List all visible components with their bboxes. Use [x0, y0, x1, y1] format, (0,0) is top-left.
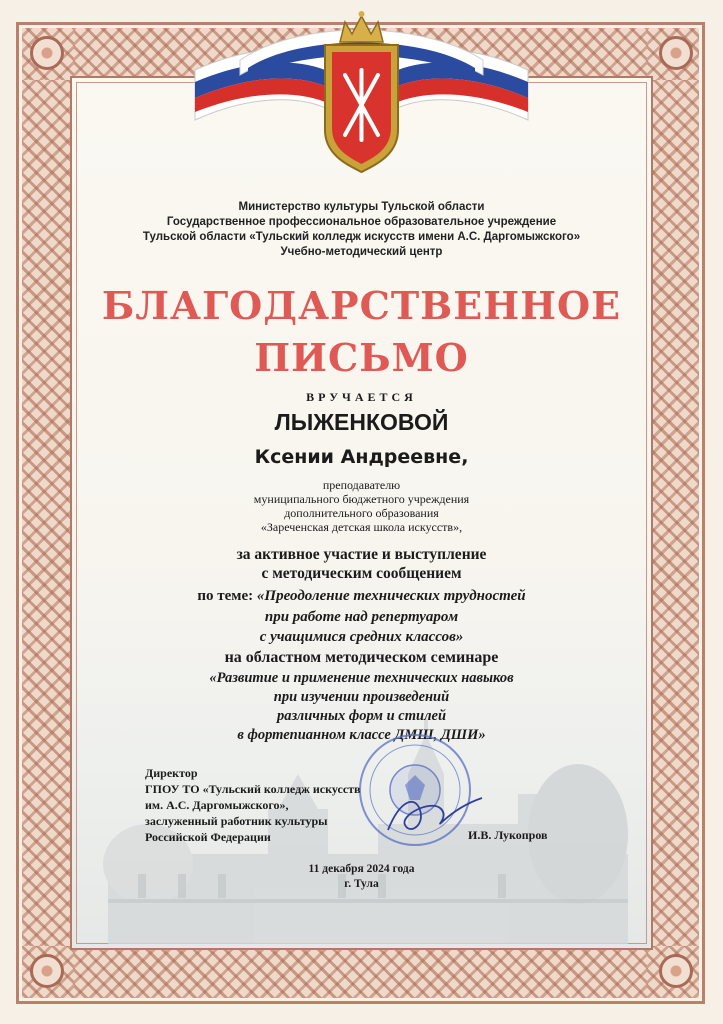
theme-prefix: по теме:: [197, 588, 254, 604]
signature-block: [145, 765, 361, 845]
hands-over-label: ВРУЧАЕТСЯ: [306, 390, 417, 404]
theme-line: с учащимися средних классов»: [259, 629, 464, 645]
reason-line: за активное участие и выступление: [236, 546, 487, 563]
signature-line: заслуженный работник культуры: [145, 814, 328, 828]
recipient-role: [80, 478, 643, 534]
organization-header: [80, 200, 643, 260]
organization-line: Учебно-методический центр: [280, 246, 443, 258]
tula-coat-of-arms-emblem: [0, 0, 723, 180]
signature-line: Российской Федерации: [145, 830, 271, 844]
issue-city: г. Тула: [344, 878, 379, 890]
title-line: БЛАГОДАРСТВЕННОЕ: [101, 283, 622, 328]
role-line: преподавателю: [322, 478, 401, 492]
ornament-corner-bottom-right: [659, 954, 693, 988]
role-line: «Зареченская детская школа искусств»,: [260, 520, 463, 534]
role-line: муниципального бюджетного учреждения: [253, 492, 470, 506]
organization-line: Тульской области «Тульский колледж искусств имени А.С. Даргомыжского»: [142, 231, 581, 243]
seminar-theme-line: при изучении произведений: [273, 689, 450, 705]
date-and-place: [80, 862, 643, 892]
role-line: дополнительного образования: [284, 506, 439, 520]
theme-line: при работе над репертуаром: [264, 609, 459, 625]
seminar-theme-line: различных форм и стилей: [276, 708, 447, 724]
reason-line: с методическим сообщением: [261, 565, 462, 582]
recipient-surname: ЛЫЖЕНКОВОЙ: [274, 409, 449, 435]
theme-continuation: [80, 607, 643, 647]
seminar-label: на областном методическом семинаре: [224, 649, 499, 666]
signature-line: ГПОУ ТО «Тульский колледж искусств: [145, 782, 361, 796]
ornament-corner-bottom-left: [30, 954, 64, 988]
organization-line: Государственное профессиональное образовательное учреждение: [166, 216, 557, 228]
seminar-theme-line: «Развитие и применение технических навыков: [209, 670, 514, 686]
signature-line: им. А.С. Даргомыжского»,: [145, 798, 289, 812]
signer-name: И.В. Лукопров: [468, 828, 548, 842]
title-line: ПИСЬМО: [254, 335, 469, 380]
issue-date: 11 декабря 2024 года: [308, 863, 415, 875]
theme-title: «Преодоление технических трудностей: [256, 588, 526, 604]
document-title: [80, 280, 643, 384]
theme-first-line: [80, 587, 643, 606]
organization-line: Министерство культуры Тульской области: [238, 201, 485, 213]
signature-line: Директор: [145, 766, 198, 780]
recipient-name: Ксении Андреевне,: [254, 446, 469, 468]
seminar-theme-line: в фортепианном классе ДМШ, ДШИ»: [237, 727, 486, 743]
award-reason: [80, 545, 643, 583]
